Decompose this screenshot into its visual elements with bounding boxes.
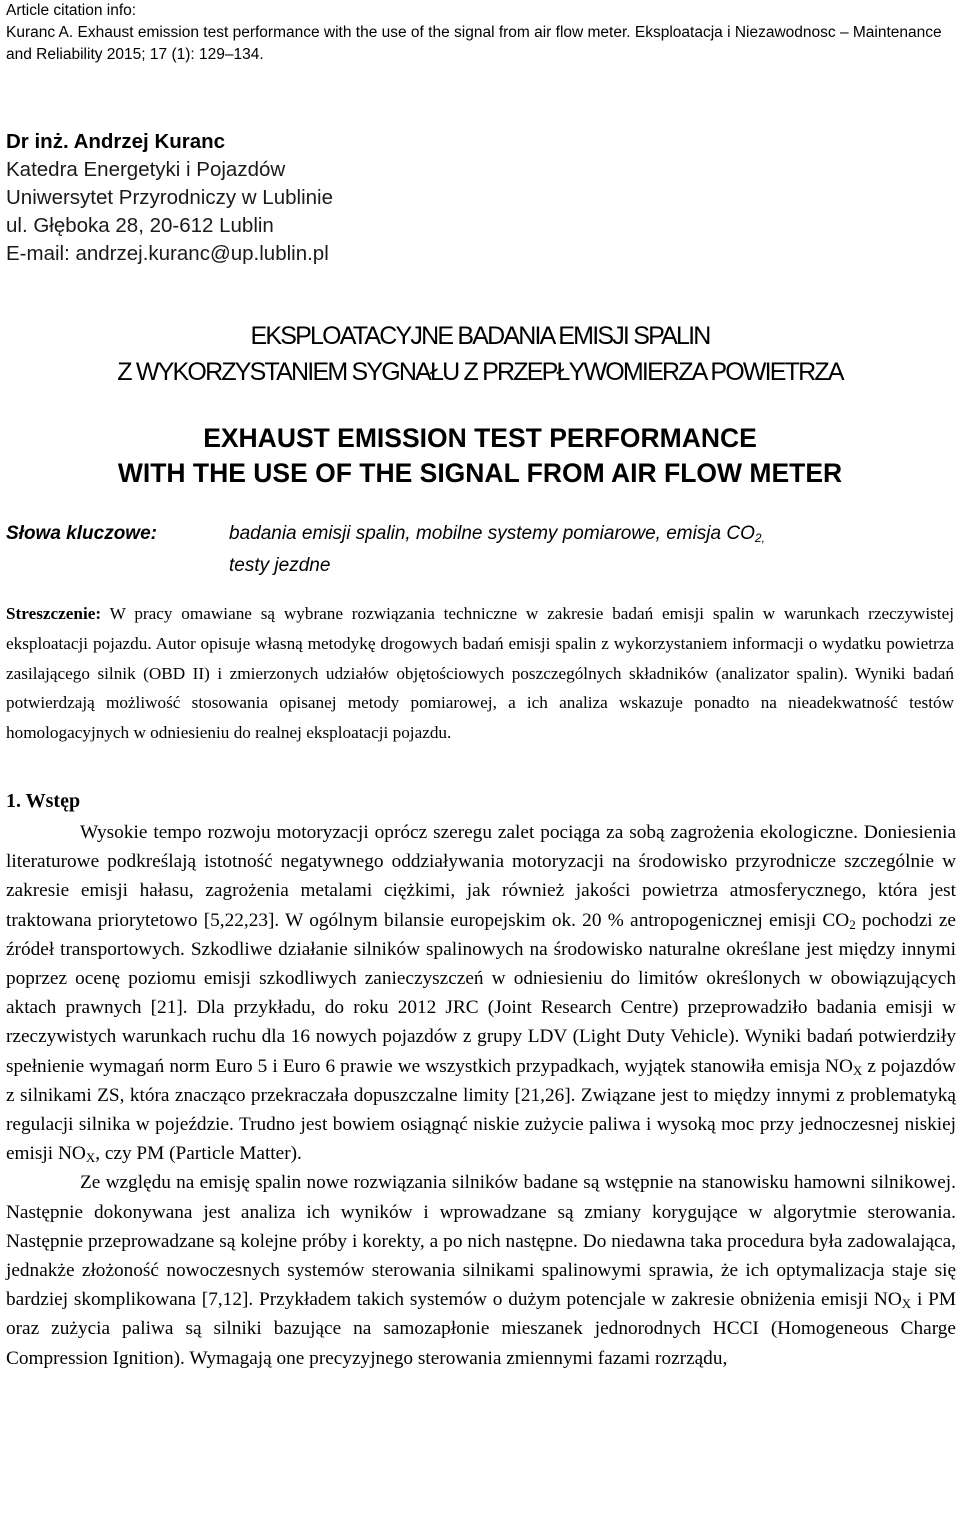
keywords-text: badania emisji spalin, mobilne systemy pomiarowe, emisja CO [229,523,755,544]
subscript: X [85,1150,96,1166]
title-polish-line-1: EKSPLOATACYJNE BADANIA EMISJI SPALIN [250,322,710,350]
subscript: X [901,1296,912,1312]
keywords-label: Słowa kluczowe: [6,523,157,544]
paragraph-text: Ze względu na emisję spalin nowe rozwiązania silników badane są wstępnie na stanowisku hamowni silnikowej. Następnie dokonywana jest analiza ich wyników i wprowadzane są zmiany korygujące w algorytmie sterowania. Następnie przeprowadzane są kolejne próby i korekty, a po nich następne. Do niedawna taka procedura była zadowalająca, jednakże złożoność nowoczesnych systemów sterowania silnikami spalinowymi sprawia, że ich optymalizacja staje się bardziej skomplikowana [7,12]. Przykładem takich systemów o dużym potencjale w zakresie obniżenia emisji NO [6,1172,956,1311]
paragraph [6,818,956,1168]
keywords-value [229,520,949,580]
paragraph-text: Wysokie tempo rozwoju motoryzacji oprócz szeregu zalet pociąga za sobą zagrożenia ekologiczne. Doniesienia literaturowe podkreślają istotność negatywnego oddziaływania motoryzacji na środowisko przyrodnicze szczególnie w zakresie emisji hałasu, zagrożenia metalami ciężkimi, jak również jakości powietrza atmosferycznego, która jest traktowana priorytetowo [5,22,23]. W ogólnym bilansie europejskim ok. 20 % antropogenicznej emisji CO [6,822,956,931]
section-heading: 1. Wstęp [6,790,81,812]
body-text [6,818,956,1373]
keywords-text-2: testy jezdne [229,555,331,576]
abstract-label: Streszczenie: [6,604,102,623]
keywords-subscript: 2, [754,531,765,545]
author-address: ul. Głęboka 28, 20-612 Lublin [6,214,274,237]
author-university: Uniwersytet Przyrodniczy w Lublinie [6,186,333,209]
author-email: E-mail: andrzej.kuranc@up.lublin.pl [6,242,329,265]
title-english-line-1: EXHAUST EMISSION TEST PERFORMANCE [203,423,757,453]
title-polish-line-2: Z WYKORZYSTANIEM SYGNAŁU Z PRZEPŁYWOMIERZA POWIETRZA [117,358,843,386]
citation-heading: Article citation info: [6,2,137,19]
paragraph [6,1168,956,1372]
subscript: X [852,1062,863,1078]
paragraph-text: z pojazdów z silnikami ZS, która znacząco przekraczała dopuszczalne limity [21,26]. Związane jest to między innymi z problematyką regulacji silnika w pojeździe. Trudno jest bowiem osiągnąć niskie zużycie paliwa i wysoką moc przy jednoczesnej niskiej emisji NO [6,1055,956,1165]
title-english-line-2: WITH THE USE OF THE SIGNAL FROM AIR FLOW METER [117,458,843,488]
citation-block [6,0,951,66]
author-block [6,128,706,268]
paragraph-text: pochodzi ze źródeł transportowych. Szkodliwe działanie silników spalinowych na środowisko naturalne określane jest między innymi poprzez ocenę poziomu emisji szkodliwych zanieczyszczeń w odniesieniu do limitów określonych w obowiązujących aktach prawnych [21]. Dla przykładu, do roku 2012 JRC (Joint Research Centre) przeprowadziło badania emisji w rzeczywistych warunkach ruchu dla 16 nowych pojazdów z grupy LDV (Light Duty Vehicle). Wyniki badań potwierdziły spełnienie wymagań norm Euro 5 i Euro 6 prawie we wszystkich przypadkach, wyjątek stanowiła emisja NO [6,909,956,1077]
title-english [0,421,960,491]
paragraph-text: i PM oraz zużycia paliwa są silniki bazujące na samozapłonie mieszanek jednorodnych HCCI (Homogeneous Charge Compression Ignition). Wymagają one precyzyjnego sterowania zmiennymi fazami rozrządu, [6,1289,956,1369]
abstract-text: W pracy omawiane są wybrane rozwiązania techniczne w zakresie badań emisji spalin w warunkach rzeczywistej eksploatacji pojazdu. Autor opisuje własną metodykę drogowych badań emisji spalin z wykorzystaniem informacji o wydatku powietrza zasilającego silnik (OBD II) i zmierzonych udziałów objętościowych poszczególnych składników (analizator spalin). Wyniki badań potwierdzają możliwość stosowania opisanej metody pomiarowej, a ich analiza wskazuje ponadto na nieadekwatność testów homologacyjnych w odniesieniu do realnej eksploatacji pojazdu. [6,604,954,743]
author-department: Katedra Energetyki i Pojazdów [6,158,286,181]
title-polish [0,318,960,390]
citation-line-2: and Reliability 2015; 17 (1): 129–134. [6,46,264,63]
paragraph-text: , czy PM (Particle Matter). [95,1143,302,1165]
citation-line-1: Kuranc A. Exhaust emission test performance with the use of the signal from air flow meter. Eksploatacja i Niezawodnosc – Maintenance [6,24,942,41]
abstract-block [6,599,954,748]
author-name: Dr inż. Andrzej Kuranc [6,130,226,153]
subscript: 2 [849,916,856,932]
